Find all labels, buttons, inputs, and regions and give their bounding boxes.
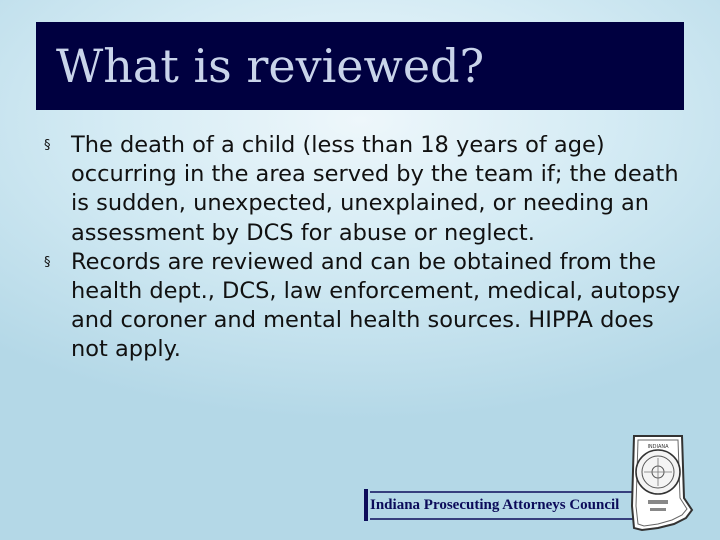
slide-title: What is reviewed? — [56, 39, 485, 93]
indiana-seal-logo — [612, 428, 708, 536]
bullet-item-records — [44, 248, 684, 365]
bullet-item-death-criteria — [44, 131, 684, 248]
title-bar — [36, 22, 684, 110]
org-name-logo: Indiana Prosecuting Attorneys Council — [370, 497, 620, 513]
bullet-list — [44, 131, 684, 365]
footer-banner — [362, 486, 648, 524]
bullet-marker-icon: § — [44, 138, 51, 153]
bullet-text: Records are reviewed and can be obtained from the health dept., DCS, law enforcement, medical, autopsy and coroner and mental health sources. HIPPA does not apply. — [71, 248, 681, 363]
bullet-text: The death of a child (less than 18 years of age) occurring in the area served by the team if; the death is sudden, unexpected, unexplained, or needing an assessment by DCS for abuse or neglect. — [71, 132, 679, 246]
seal-label: INDIANA — [647, 444, 669, 450]
bullet-marker-icon: § — [44, 254, 51, 270]
